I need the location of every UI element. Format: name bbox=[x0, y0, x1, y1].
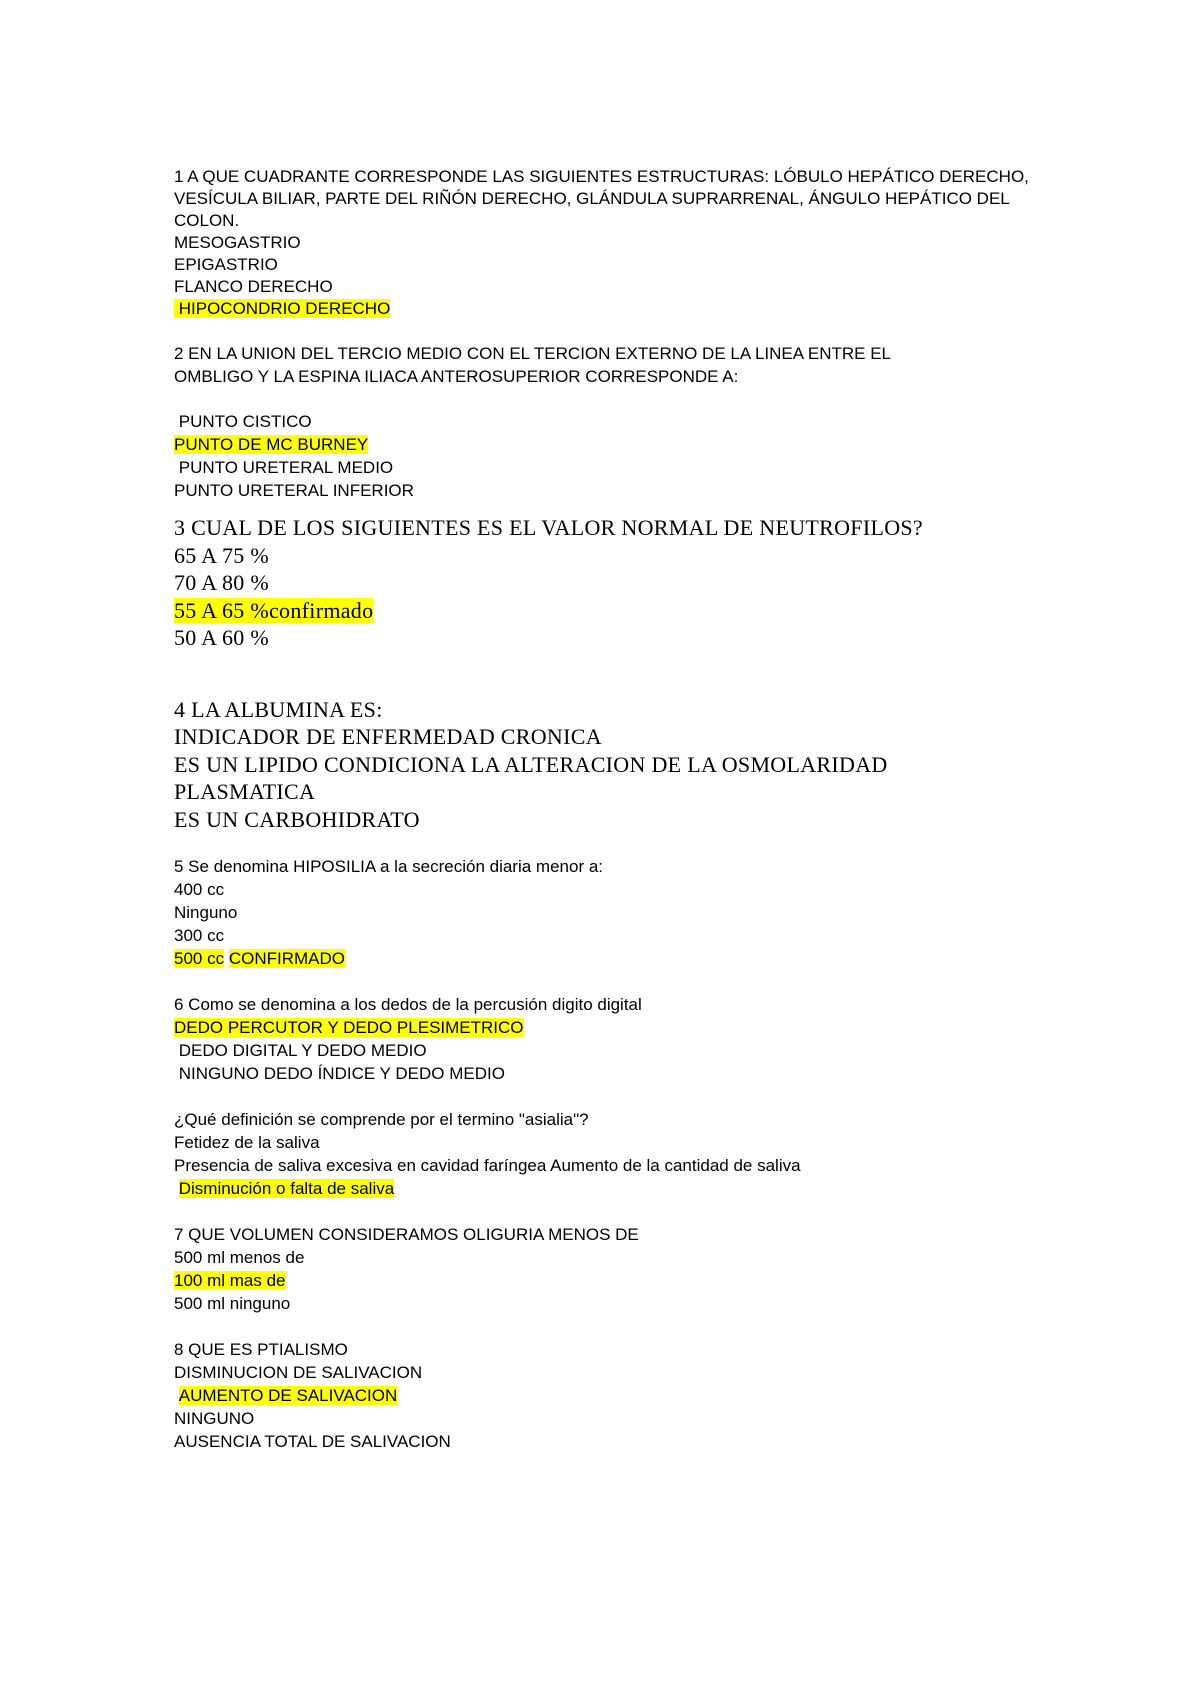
option-continuation: PLASMATICA bbox=[174, 779, 316, 804]
option: MESOGASTRIO bbox=[174, 233, 301, 252]
question-4 bbox=[174, 696, 1034, 834]
option: PUNTO URETERAL INFERIOR bbox=[174, 481, 414, 500]
highlighted-answer: 500 cc bbox=[174, 949, 225, 968]
option: 50 A 60 % bbox=[174, 625, 269, 650]
option: 500 ml menos de bbox=[174, 1248, 305, 1267]
question-1 bbox=[174, 166, 1034, 320]
highlighted-answer: DEDO PERCUTOR Y DEDO PLESIMETRICO bbox=[174, 1018, 524, 1037]
question-2 bbox=[174, 342, 1034, 502]
question-8 bbox=[174, 1338, 1034, 1453]
question-text-line: 8 QUE ES PTIALISMO bbox=[174, 1340, 348, 1359]
option: INDICADOR DE ENFERMEDAD CRONICA bbox=[174, 724, 602, 749]
question-6 bbox=[174, 993, 1034, 1085]
option: NINGUNO DEDO ÍNDICE Y DEDO MEDIO bbox=[174, 1064, 505, 1083]
question-text-line: 4 LA ALBUMINA ES: bbox=[174, 696, 383, 722]
option: Fetidez de la saliva bbox=[174, 1133, 320, 1152]
question-text-line: 5 Se denomina HIPOSILIA a la secreción diaria menor a: bbox=[174, 857, 604, 876]
question-text-line: VESÍCULA BILIAR, PARTE DEL RIÑÓN DERECHO, GLÁNDULA SUPRARRENAL, ÁNGULO HEPÁTICO DEL bbox=[174, 189, 1010, 208]
option: 70 A 80 % bbox=[174, 570, 269, 595]
option: 400 cc bbox=[174, 880, 225, 899]
highlighted-answer: 55 A 65 %confirmado bbox=[174, 597, 374, 623]
option: PUNTO CISTICO bbox=[174, 412, 312, 431]
question-text-line: ¿Qué definición se comprende por el termino "asialia"? bbox=[174, 1110, 589, 1129]
question-7 bbox=[174, 1223, 1034, 1315]
question-text-line: 7 QUE VOLUMEN CONSIDERAMOS OLIGURIA MENOS DE bbox=[174, 1225, 639, 1244]
highlighted-answer: Disminución o falta de saliva bbox=[178, 1179, 395, 1198]
question-text-line: OMBLIGO Y LA ESPINA ILIACA ANTEROSUPERIOR CORRESPONDE A: bbox=[174, 367, 739, 386]
option: Presencia de saliva excesiva en cavidad faríngea Aumento de la cantidad de saliva bbox=[174, 1156, 801, 1175]
option: ES UN LIPIDO CONDICIONA LA ALTERACION DE LA OSMOLARIDAD bbox=[174, 751, 888, 777]
option: DEDO DIGITAL Y DEDO MEDIO bbox=[174, 1041, 427, 1060]
option: 500 ml ninguno bbox=[174, 1294, 291, 1313]
option: DISMINUCION DE SALIVACION bbox=[174, 1363, 423, 1382]
highlighted-answer: PUNTO DE MC BURNEY bbox=[174, 435, 369, 454]
option: Ninguno bbox=[174, 903, 238, 922]
question-asialia bbox=[174, 1108, 1034, 1200]
option: EPIGASTRIO bbox=[174, 255, 278, 274]
question-text-line: 1 A QUE CUADRANTE CORRESPONDE LAS SIGUIENTES ESTRUCTURAS: LÓBULO HEPÁTICO DERECHO, bbox=[174, 167, 1029, 186]
option: 65 A 75 % bbox=[174, 542, 269, 568]
question-text-line: 6 Como se denomina a los dedos de la percusión digito digital bbox=[174, 995, 642, 1014]
question-text-line: 2 EN LA UNION DEL TERCIO MEDIO CON EL TERCION EXTERNO DE LA LINEA ENTRE EL bbox=[174, 344, 892, 363]
highlighted-answer: AUMENTO DE SALIVACION bbox=[178, 1386, 398, 1405]
highlighted-answer: HIPOCONDRIO DERECHO bbox=[174, 299, 391, 318]
option: NINGUNO bbox=[174, 1409, 255, 1428]
option: ES UN CARBOHIDRATO bbox=[174, 806, 420, 832]
question-5 bbox=[174, 855, 1034, 970]
question-3 bbox=[174, 514, 1034, 652]
question-text-line: COLON. bbox=[174, 211, 240, 230]
question-text-line: 3 CUAL DE LOS SIGUIENTES ES EL VALOR NORMAL DE NEUTROFILOS? bbox=[174, 515, 923, 540]
option: PUNTO URETERAL MEDIO bbox=[174, 458, 394, 477]
option: FLANCO DERECHO bbox=[174, 277, 333, 296]
option: AUSENCIA TOTAL DE SALIVACION bbox=[174, 1432, 451, 1451]
option: 300 cc bbox=[174, 926, 225, 945]
confirmed-label: CONFIRMADO bbox=[228, 949, 345, 968]
document-page bbox=[174, 166, 1034, 1453]
highlighted-answer: 100 ml mas de bbox=[174, 1271, 286, 1290]
